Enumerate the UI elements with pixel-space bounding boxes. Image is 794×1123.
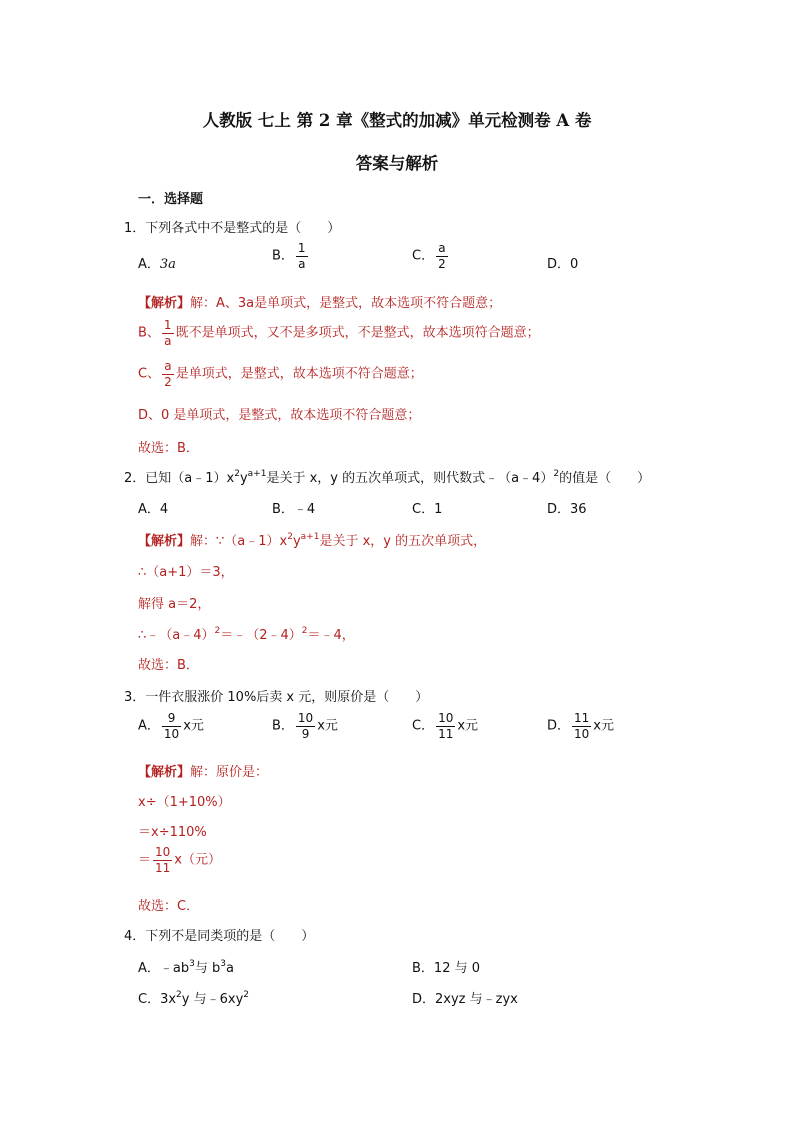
analysis-tag: 【解析】	[138, 765, 191, 780]
question-2-stem: 2．已知$(a﹣1)x^2y^{a+1}$是关于 x，y 的五次单项式，则代数式﹣（a﹣4）$^2$的值是（ ）	[124, 469, 651, 486]
q1-option-d: D．0	[547, 257, 579, 272]
question-1-stem: 1．下列各式中不是整式的是（ ）	[124, 221, 341, 236]
q4-option-c: C．$3x^2y$ 与$﹣6xy^2$	[138, 990, 249, 1007]
q2-option-c: C．1	[412, 502, 443, 517]
q1-analysis-line-3: C、 $\frac{a}{2}$ 是单项式，是整式，故本选项不符合题意；	[138, 359, 423, 389]
q1-option-a: A．3a	[138, 257, 176, 272]
q2-option-b: B．﹣4	[272, 502, 316, 517]
q2-analysis-line-1: 【解析】解：$\because(a﹣1)x^2y^{a+1}$是关于 x，y 的五次单项式，	[138, 532, 487, 549]
q3-analysis-line-3: ＝x÷110%	[138, 825, 207, 840]
q1-analysis-line-2: B、 $\frac{1}{a}$ 既不是单项式，又不是多项式，不是整式，故本选项符合题意；	[138, 318, 540, 348]
q4-option-b: B．12 与 0	[412, 961, 480, 976]
q3-option-a: A． $\frac{9}{10}$ x元	[138, 711, 204, 741]
q3-analysis-line-2: x÷（1+10%）	[138, 795, 231, 810]
analysis-tag: 【解析】	[138, 296, 191, 311]
fraction: $\frac{1}{a}$	[297, 241, 306, 271]
q3-option-c: C． $\frac{10}{11}$ x元	[412, 711, 479, 741]
page-subtitle: 答案与解析	[355, 154, 439, 173]
q4-option-a: A．$﹣ab^3$与 $b^3a$	[138, 959, 234, 976]
q2-analysis-line-3: 解得 a＝2，	[138, 597, 211, 612]
q2-analysis-line-4: ∴﹣（a﹣4）$^2$＝﹣（2﹣4）$^2$＝﹣4，	[138, 626, 355, 643]
q1-analysis-line-4: D、0 是单项式，是整式，故本选项不符合题意；	[138, 408, 421, 423]
page-title: 人教版 七上 第 2 章《整式的加减》单元检测卷 A 卷	[202, 111, 592, 130]
q1-option-b: B． $\frac{1}{a}$	[272, 241, 306, 271]
q3-analysis-line-1: 【解析】解：原价是：	[138, 765, 269, 780]
q2-option-d: D．36	[547, 502, 587, 517]
q2-answer: 故选：B．	[138, 658, 199, 673]
analysis-tag: 【解析】	[138, 534, 191, 549]
question-4-stem: 4．下列不是同类项的是（ ）	[124, 929, 315, 944]
q2-analysis-line-2: ∴（a+1）＝3，	[138, 565, 234, 580]
q3-analysis-line-4: ＝ $\frac{10}{11}$ x（元）	[138, 845, 221, 875]
fraction: $\frac{a}{2}$	[438, 241, 446, 271]
q1-analysis-line-1: 【解析】解：A、3a是单项式，是整式，故本选项不符合题意；	[138, 296, 502, 311]
section-heading: 一．选择题	[138, 192, 204, 207]
question-3-stem: 3．一件衣服涨价 10%后卖 x 元，则原价是（ ）	[124, 690, 429, 705]
q3-option-d: D． $\frac{11}{10}$ x元	[547, 711, 614, 741]
q3-answer: 故选：C．	[138, 899, 200, 914]
q3-option-b: B． $\frac{10}{9}$ x元	[272, 711, 338, 741]
q1-option-c: C． $\frac{a}{2}$	[412, 241, 446, 271]
q1-answer: 故选：B．	[138, 441, 199, 456]
q4-option-d: D．2xyz 与﹣zyx	[412, 992, 518, 1007]
q2-option-a: A．4	[138, 502, 169, 517]
